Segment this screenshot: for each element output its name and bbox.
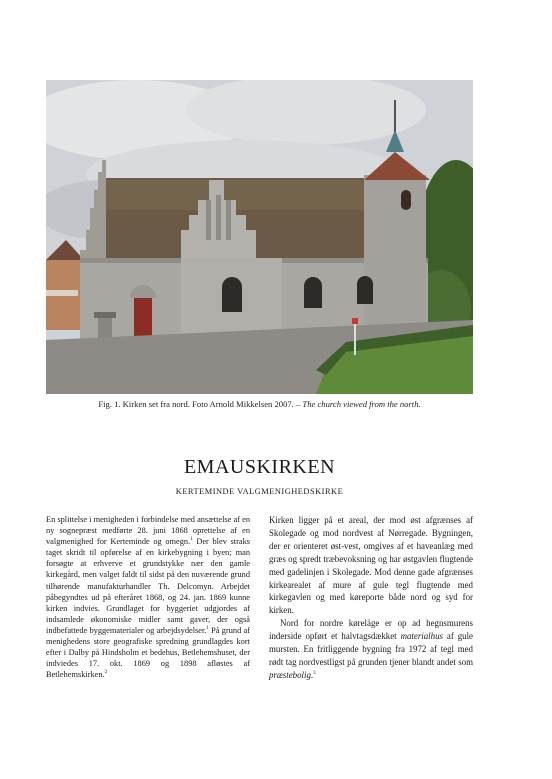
footnote-ref[interactable]: 1	[190, 537, 193, 543]
footnote-ref[interactable]: 1	[206, 626, 209, 632]
footnote-ref[interactable]: 2	[104, 670, 108, 676]
window	[304, 277, 322, 308]
caption-english: The church viewed from the north.	[302, 399, 421, 409]
figure-caption	[46, 398, 473, 410]
text-run: En splittelse i menigheden i forbindelse med ansættelse af en ny sognepræst medførte 28. juni 1868 oprettelse af en valgmenighed for Kerteminde og omegn.	[46, 515, 250, 547]
italic-term: materialhus	[400, 631, 443, 642]
church-illustration	[46, 80, 473, 394]
text-run: På grund af menighedens store geografiske spredning grundlagdes kort efter i Dalby på Hindsholm et bedehus, Betlehemshuset, der indviedes 17. okt. 1869 og 1898 afløstes af Betlehemskirken.	[46, 625, 250, 680]
tower	[364, 175, 426, 340]
church-photo	[46, 80, 473, 394]
footnote-ref[interactable]: 3	[313, 670, 316, 676]
right-column	[269, 514, 473, 682]
text-run: Der blev straks taget skridt til opførelse af en kirkebygning i byen; man forsøgte at erhverve et grundstykke nær den gamle kirkegård, men valget faldt til sidst på den nuværende grund tilhørende manufakturhandler Th. Delcomyn. Arbejdet påbegyndtes ud på efteråret 1868, og 24. jan. 1869 kunne kirken indvies. Grundlaget for byggeriet udgjordes af indsamlede økonomiske midler samt gaver, der også indbefattede byggematerialer og arbejdsydelser.	[46, 537, 250, 635]
text-run: .	[310, 669, 314, 680]
paragraph	[46, 514, 250, 680]
text-run: af gule mursten. En fritliggende bygning fra 1972 af tegl med rødt tag nordvestligst på grunden tjener blandt andet som	[269, 631, 473, 667]
paragraph	[269, 617, 473, 682]
paragraph: Kirken ligger på et areal, der mod øst afgrænses af Skolegade og mod nordvest af Nørregade. Bygningen, der er orienteret øst-vest, omgives af et haveanlæg med græs og spredt træbevoksning og har østgavlen flugtende med gadelinjen i Skolegade. Mod denne gade afgrænses kirkearealet af mure af gule tegl flugtende med kirkegavlen og med køreporte både nord og syd for kirken.	[269, 515, 473, 616]
window	[357, 276, 373, 304]
italic-term: præstebolig	[269, 669, 311, 680]
article-title: EMAUSKIRKEN	[183, 456, 336, 478]
text-run: Nord for nordre køreläge er op ad hegnsmurens inderside opført et halvtagsdækket	[269, 618, 473, 642]
left-column	[46, 514, 250, 680]
window	[222, 277, 242, 312]
caption-main: Fig. 1. Kirken set fra nord. Foto Arnold Mikkelsen 2007. –	[98, 399, 303, 409]
church-door	[134, 298, 152, 340]
article-subtitle: KERTEMINDE VALGMENIGHEDSKIRKE	[175, 487, 344, 496]
